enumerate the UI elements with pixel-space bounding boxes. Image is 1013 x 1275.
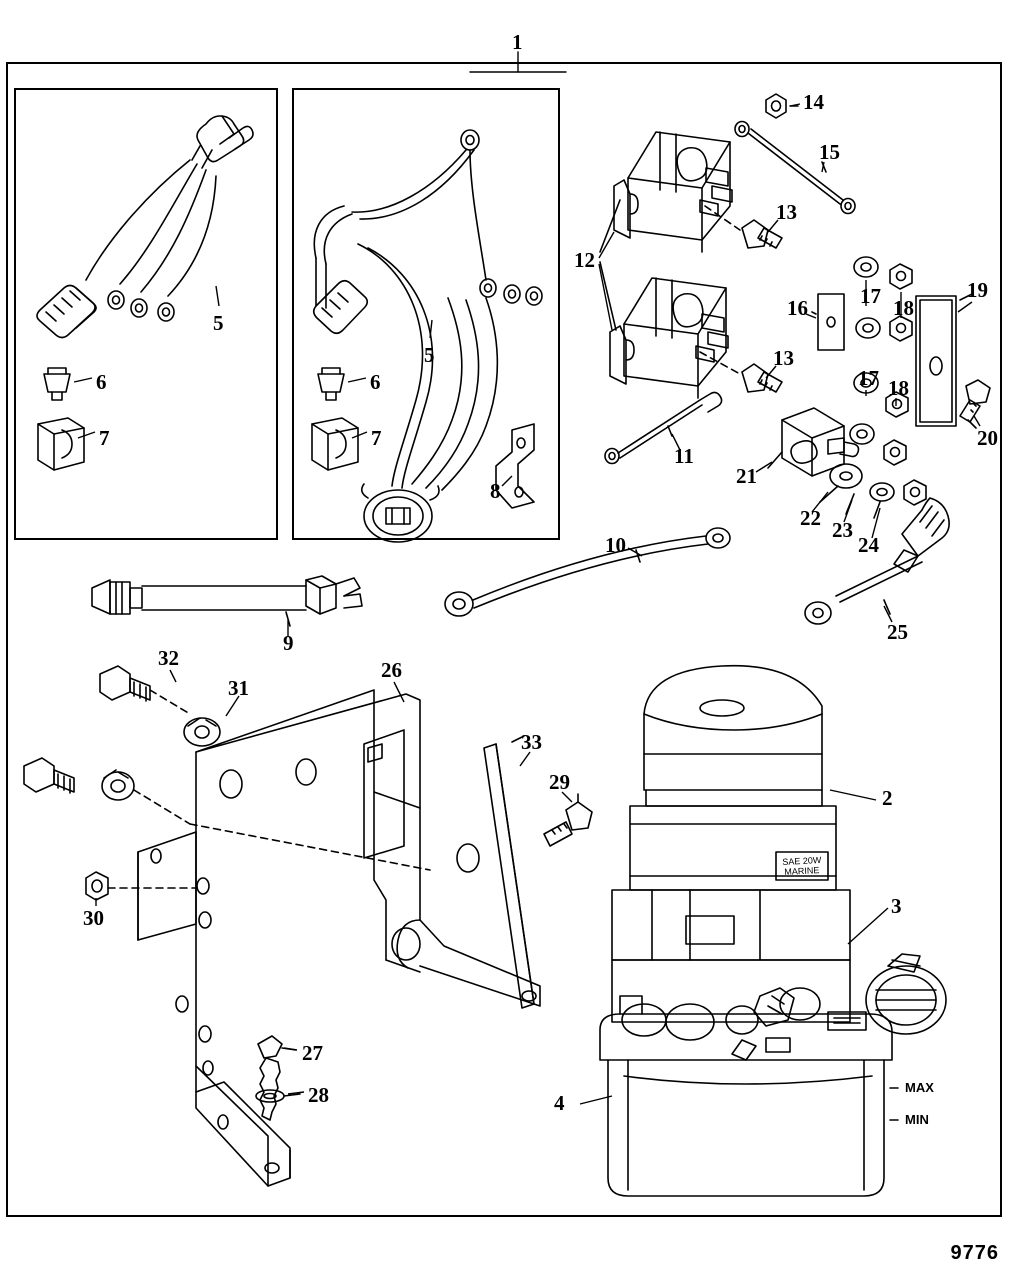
callout-1: 1 (512, 30, 523, 54)
callout-19: 19 (967, 278, 988, 302)
callout-32: 32 (158, 646, 179, 670)
svg-text:MIN: MIN (905, 1112, 929, 1127)
callout-6-left: 6 (96, 370, 107, 394)
callout-5-right: 5 (424, 343, 435, 367)
svg-text:SAE 20W: SAE 20W (782, 854, 822, 868)
callout-7-right: 7 (371, 426, 382, 450)
callout-17-upper: 17 (860, 284, 881, 308)
callout-20: 20 (977, 426, 998, 450)
callout-17-lower: 17 (858, 366, 879, 390)
callout-5-left: 5 (213, 311, 224, 335)
callout-2: 2 (882, 786, 893, 810)
callout-15: 15 (819, 140, 840, 164)
callout-24: 24 (858, 533, 879, 557)
callout-11: 11 (674, 444, 694, 468)
callout-7-left: 7 (99, 426, 110, 450)
callout-28: 28 (308, 1083, 329, 1107)
callout-21: 21 (736, 464, 757, 488)
callout-22: 22 (800, 506, 821, 530)
callout-10: 10 (605, 533, 626, 557)
callout-3: 3 (891, 894, 902, 918)
svg-text:MAX: MAX (905, 1080, 934, 1095)
callout-13-lower: 13 (773, 346, 794, 370)
callout-14: 14 (803, 90, 824, 114)
callout-33: 33 (521, 730, 542, 754)
callout-27: 27 (302, 1041, 323, 1065)
callout-31: 31 (228, 676, 249, 700)
svg-text:MARINE: MARINE (784, 865, 820, 877)
callout-18-lower: 18 (888, 376, 909, 400)
callout-16: 16 (787, 296, 808, 320)
callout-12: 12 (574, 248, 595, 272)
callout-30: 30 (83, 906, 104, 930)
callout-13-upper: 13 (776, 200, 797, 224)
callout-6-right: 6 (370, 370, 381, 394)
callout-18-upper: 18 (893, 296, 914, 320)
callout-25: 25 (887, 620, 908, 644)
sheet-number: 9776 (950, 1242, 999, 1264)
callout-23: 23 (832, 518, 853, 542)
callout-8: 8 (490, 479, 501, 503)
callout-4: 4 (554, 1091, 565, 1115)
callout-29: 29 (549, 770, 570, 794)
callout-26: 26 (381, 658, 402, 682)
callout-9: 9 (283, 631, 294, 655)
